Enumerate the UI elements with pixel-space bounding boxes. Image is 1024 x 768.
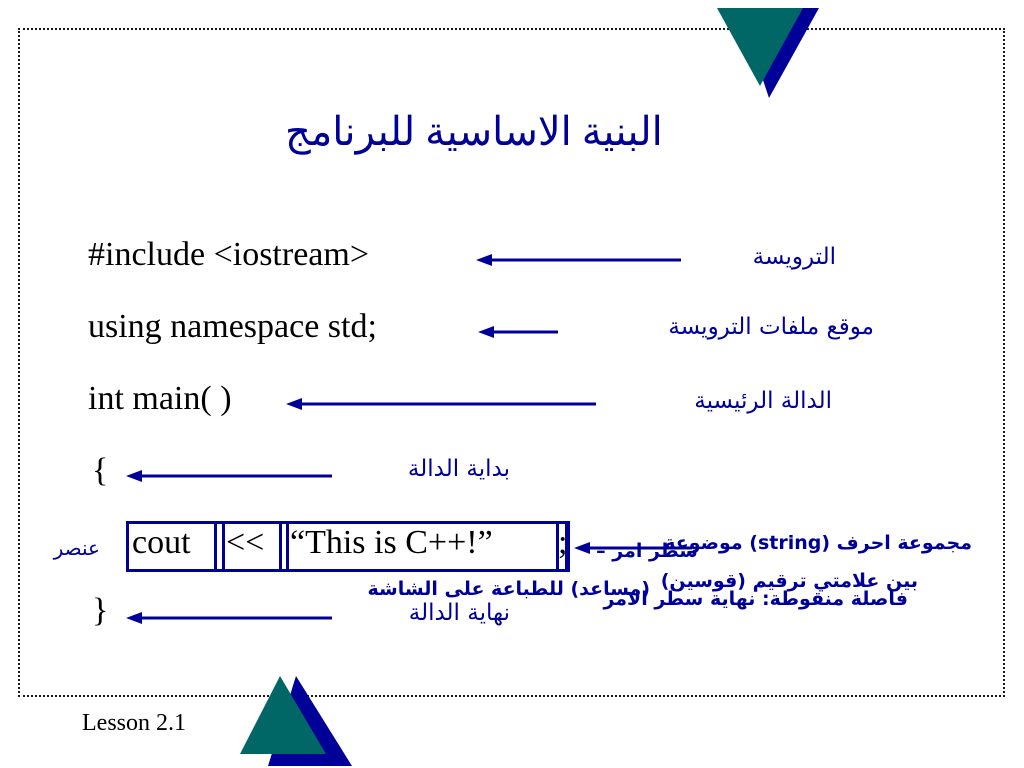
label-string-desc-2: بين علامتي ترقيم (قوسين) [660, 570, 918, 592]
label-header-location: موقع ملفات الترويسة [668, 314, 874, 340]
slide-title: البنية الاساسية للبرنامج [285, 109, 663, 154]
arrow-main-function [286, 396, 598, 412]
operator-box [279, 521, 289, 572]
code-insertion-operator: << [226, 524, 265, 561]
label-header: الترويسة [752, 244, 836, 270]
code-line-close-brace: } [92, 592, 109, 629]
label-statement-desc-2: فاصلة منقوطة: نهاية سطر الامر [603, 588, 908, 610]
code-line-main: int main( ) [88, 380, 232, 417]
code-cout: cout [132, 524, 191, 561]
bottom-triangle-decoration [238, 672, 358, 768]
code-string-literal: “This is C++!” [290, 524, 493, 561]
code-semicolon: ; [558, 524, 568, 561]
code-line-open-brace: { [92, 452, 109, 489]
code-line-include: #include <iostream> [88, 236, 369, 273]
label-function-end: نهاية الدالة [408, 600, 510, 626]
label-statement-desc-1: سطر امر – [596, 540, 698, 562]
cout-box [214, 521, 225, 572]
top-triangle-decoration [715, 6, 825, 101]
label-element: عنصر [53, 536, 100, 560]
arrow-function-start [126, 468, 334, 484]
label-print-desc: (مساعد) للطباعة على الشاشة [367, 578, 650, 600]
arrow-header [476, 252, 686, 268]
label-function-start: بداية الدالة [407, 456, 510, 482]
arrow-function-end [126, 610, 334, 626]
label-string-desc-1: مجموعة احرف (string) موضوعة [664, 532, 972, 554]
label-main-function: الدالة الرئيسية [694, 388, 832, 414]
code-line-namespace: using namespace std; [88, 308, 377, 345]
lesson-footer: Lesson 2.1 [82, 710, 186, 736]
arrow-header-location [478, 324, 560, 340]
